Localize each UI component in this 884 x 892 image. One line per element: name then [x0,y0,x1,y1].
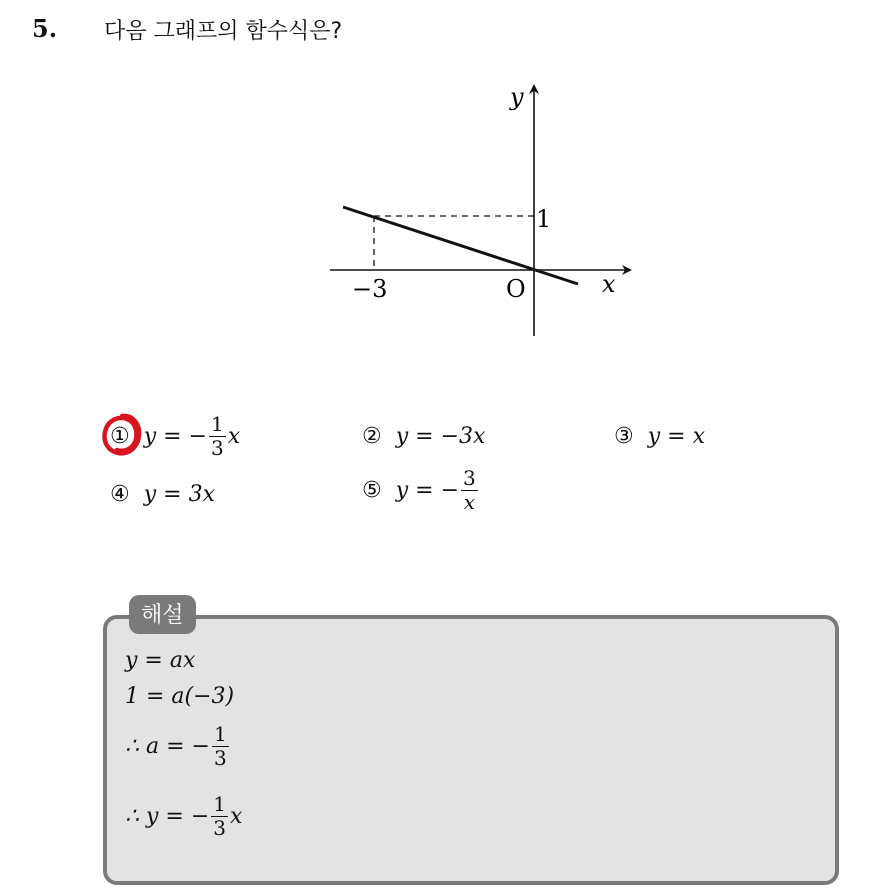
choice-4-number: ④ [110,482,130,507]
choice-3-formula: y = x [647,424,705,449]
choice-2[interactable] [362,424,485,449]
tick-label-x: −3 [352,275,388,303]
question-number: 5. [32,14,58,43]
solution-line-3-fraction [212,724,229,769]
y-axis-label: y [510,83,524,111]
choice-4-formula: y = 3x [143,482,215,507]
solution-line-4-lhs: ∴ y = − [125,804,210,829]
choice-5-fraction [461,468,478,513]
tick-label-y: 1 [536,205,552,233]
choice-2-number: ② [362,424,382,449]
choice-1-number: ① [110,424,130,449]
choice-5-lhs: y = − [395,478,460,503]
question-text: 다음 그래프의 함수식은? [104,19,343,44]
choice-1-lhs: y = − [143,424,208,449]
solution-line-1-text: y = ax [125,648,196,673]
choice-1-fraction [209,414,226,459]
solution-line-4-denominator: 3 [213,816,227,840]
choice-5[interactable] [362,468,480,513]
choice-4[interactable] [110,482,215,507]
origin-label: O [506,275,526,303]
solution-tab-label: 해설 [129,595,196,634]
solution-line-3-numerator: 1 [213,722,227,746]
choice-5-number: ⑤ [362,478,382,503]
solution-line-4 [125,794,242,839]
solution-line-3-lhs: ∴ a = − [125,734,210,759]
choice-1-numerator: 1 [211,412,224,436]
solution-line-4-numerator: 1 [213,792,227,816]
choice-1-denominator: 3 [211,436,224,460]
choice-3[interactable] [614,424,705,449]
solution-line-2 [125,684,234,709]
solution-line-4-fraction [211,794,228,839]
choice-5-numerator: 3 [463,466,476,490]
function-graph [320,78,650,346]
solution-line-2-text: 1 = a(−3) [125,684,235,709]
solution-line-1 [125,648,195,673]
choice-2-formula: y = −3x [395,424,486,449]
choice-3-number: ③ [614,424,634,449]
choice-1-rhs: x [227,424,241,449]
solution-line-3 [125,724,231,769]
solution-line-4-rhs: x [230,804,243,829]
x-axis-label: x [602,270,616,298]
choice-1[interactable] [110,414,240,459]
choice-5-denominator: x [463,490,476,514]
solution-line-3-denominator: 3 [213,746,227,770]
